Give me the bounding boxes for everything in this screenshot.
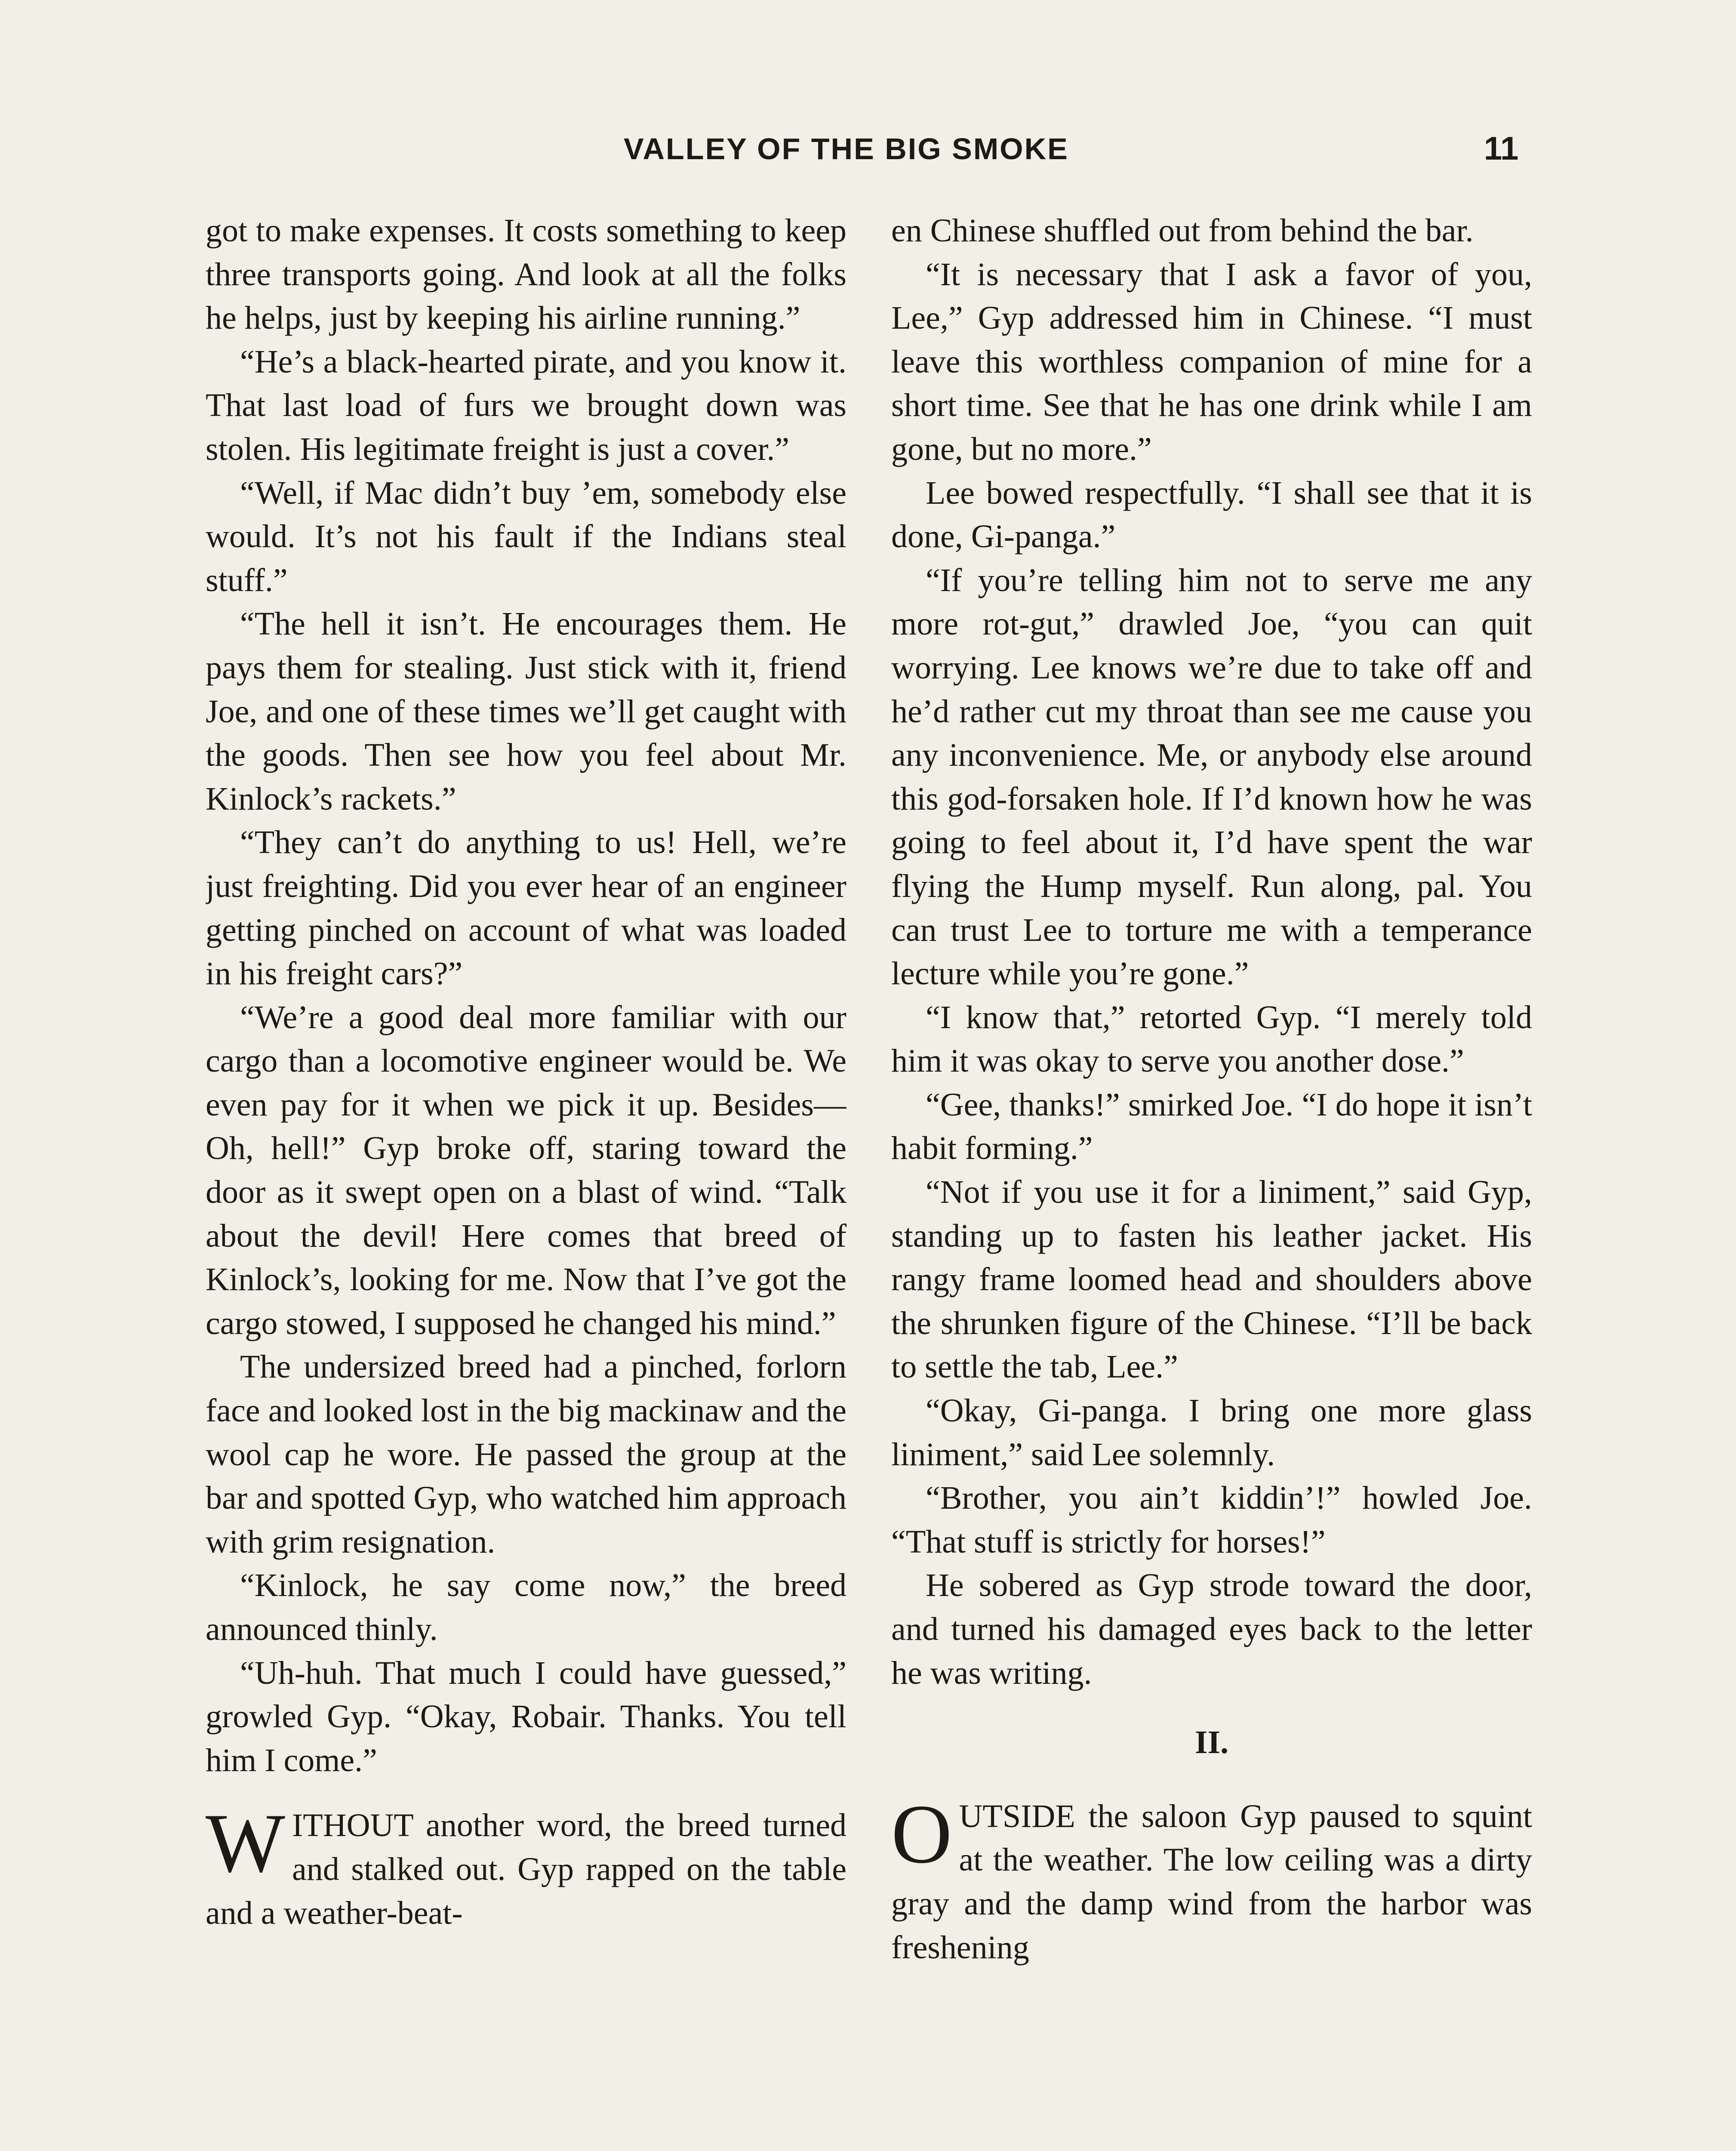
paragraph: “If you’re telling him not to serve me any more rot-gut,” drawled Joe, “you can quit worrying. Lee knows we’re due to take off and he’d rather cut my throat than see me cause you any inconvenience. Me, or anybody else around this god-forsaken hole. If I’d known how he was going to feel about it, I’d have spent the war flying the Hump myself. Run along, pal. You can trust Lee to torture me with a temperance lecture while you’re gone.” <box>891 562 1532 992</box>
dropcap-paragraph-text: UTSIDE the saloon Gyp paused to squint at the weather. The low ceiling was a dirty gray and the damp wind from the harbor was freshening <box>891 1798 1532 1966</box>
paragraph: got to make expenses. It costs something to keep three transports going. And look at all the folks he helps, just by keeping his airline running.” <box>206 213 846 336</box>
section-number: II. <box>1194 1724 1229 1761</box>
left-column <box>206 209 846 2151</box>
paragraph: “Not if you use it for a liniment,” said Gyp, standing up to fasten his leather jacket. His rangy frame loomed head and shoulders above the shrunken figure of the Chinese. “I’ll be back to settle the tab, Lee.” <box>891 1174 1532 1385</box>
paragraph: “Gee, thanks!” smirked Joe. “I do hope it isn’t habit forming.” <box>891 1086 1532 1167</box>
paragraph: “It is necessary that I ask a favor of you, Lee,” Gyp addressed him in Chinese. “I must leave this worthless companion of mine for a short time. See that he has one drink while I am gone, but no more.” <box>891 256 1532 467</box>
dropcap-paragraph <box>206 1797 846 1935</box>
running-title: VALLEY OF THE BIG SMOKE <box>624 132 1069 166</box>
paragraph: “Well, if Mac didn’t buy ’em, somebody else would. It’s not his fault if the Indians steal stuff.” <box>206 475 846 598</box>
paragraph: “Okay, Gi-panga. I bring one more glass liniment,” said Lee solemnly. <box>891 1393 1532 1473</box>
dropcap-paragraph <box>891 1787 1532 1969</box>
paragraph: “Uh-huh. That much I could have guessed,” growled Gyp. “Okay, Robair. Thanks. You tell him I come.” <box>206 1655 846 1778</box>
right-column <box>891 209 1532 2151</box>
drop-cap: O <box>891 1787 952 1881</box>
paragraph: “Brother, you ain’t kiddin’!” howled Joe. “That stuff is strictly for horses!” <box>891 1480 1532 1560</box>
paragraph: The undersized breed had a pinched, forlorn face and looked lost in the big mackinaw and the wool cap he wore. He passed the group at the bar and spotted Gyp, who watched him approach with grim resignation. <box>206 1349 846 1560</box>
dropcap-paragraph-text: ITHOUT another word, the breed turned and stalked out. Gyp rapped on the table and a weather-beat- <box>206 1807 846 1931</box>
paragraph: Lee bowed respectfully. “I shall see that it is done, Gi-panga.” <box>891 475 1532 555</box>
paragraph: “Kinlock, he say come now,” the breed announced thinly. <box>206 1567 846 1647</box>
paragraph: “They can’t do anything to us! Hell, we’re just freighting. Did you ever hear of an engineer getting pinched on account of what was loaded in his freight cars?” <box>206 824 846 992</box>
drop-cap: W <box>206 1797 285 1890</box>
paragraph: “He’s a black-hearted pirate, and you know it. That last load of furs we brought down was stolen. His legitimate freight is just a cover.” <box>206 343 846 467</box>
paragraph: en Chinese shuffled out from behind the bar. <box>891 213 1474 249</box>
paragraph: “We’re a good deal more familiar with our cargo than a locomotive engineer would be. We even pay for it when we pick it up. Besides—Oh, hell!” Gyp broke off, staring toward the door as it swept open on a blast of wind. “Talk about the devil! Here comes that breed of Kinlock’s, looking for me. Now that I’ve got the cargo stowed, I supposed he changed his mind.” <box>206 999 846 1341</box>
page-number: 11 <box>1484 130 1519 167</box>
running-head <box>0 127 1736 170</box>
paragraph: He sobered as Gyp strode toward the door, and turned his damaged eyes back to the letter he was writing. <box>891 1567 1532 1691</box>
paragraph: “The hell it isn’t. He encourages them. He pays them for stealing. Just stick with it, friend Joe, and one of these times we’ll get caught with the goods. Then see how you feel about Mr. Kinlock’s rackets.” <box>206 606 846 817</box>
paragraph: “I know that,” retorted Gyp. “I merely told him it was okay to serve you another dose.” <box>891 999 1532 1079</box>
